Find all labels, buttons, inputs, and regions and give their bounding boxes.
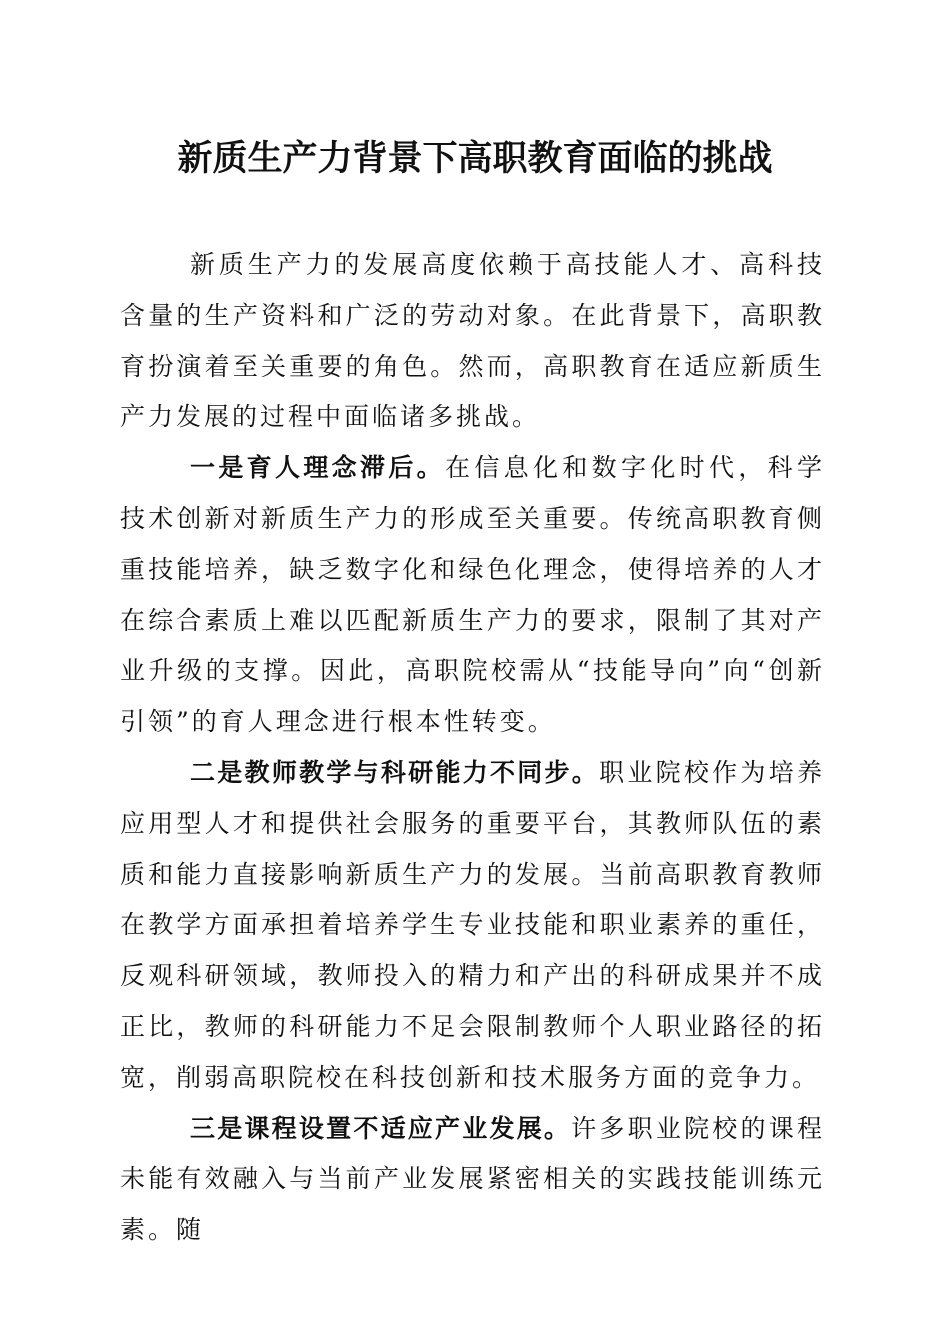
paragraph-text: 新质生产力的发展高度依赖于高技能人才、高科技含量的生产资料和广泛的劳动对象。在此背景下，高职教育扮演着至关重要的角色。然而，高职教育在适应新质生产力发展的过程中面临诸多挑战。 [120, 250, 825, 432]
paragraph-text: 职业院校作为培养应用型人才和提供社会服务的重要平台，其教师队伍的素质和能力直接影响新质生产力的发展。当前高职教育教师在教学方面承担着培养学生专业技能和职业素养的重任，反观科研领域，教师投入的精力和产出的科研成果并不成正比，教师的科研能力不足会限制教师个人职业路径的拓宽，削弱高职院校在科技创新和技术服务方面的竞争力。 [120, 757, 825, 1092]
document-title: 新质生产力背景下高职教育面临的挑战 [177, 138, 773, 179]
paragraph-challenge-2 [120, 748, 825, 1104]
paragraph-lead: 一是育人理念滞后。 [190, 453, 445, 483]
paragraph-challenge-1 [120, 443, 825, 748]
paragraph-lead: 二是教师教学与科研能力不同步。 [190, 757, 600, 787]
paragraph-challenge-3 [120, 1104, 825, 1256]
paragraph-text: 在信息化和数字化时代，科学技术创新对新质生产力的形成至关重要。传统高职教育侧重技能培养，缺乏数字化和绿色化理念，使得培养的人才在综合素质上难以匹配新质生产力的要求，限制了其对产业升级的支撑。因此，高职院校需从“技能导向”向“创新引领”的育人理念进行根本性转变。 [120, 453, 825, 737]
document-body [120, 240, 825, 1256]
paragraph-text: 许多职业院校的课程未能有效融入与当前产业发展紧密相关的实践技能训练元素。随 [120, 1113, 825, 1245]
paragraph-intro [120, 240, 825, 443]
paragraph-lead: 三是课程设置不适应产业发展。 [190, 1113, 572, 1143]
